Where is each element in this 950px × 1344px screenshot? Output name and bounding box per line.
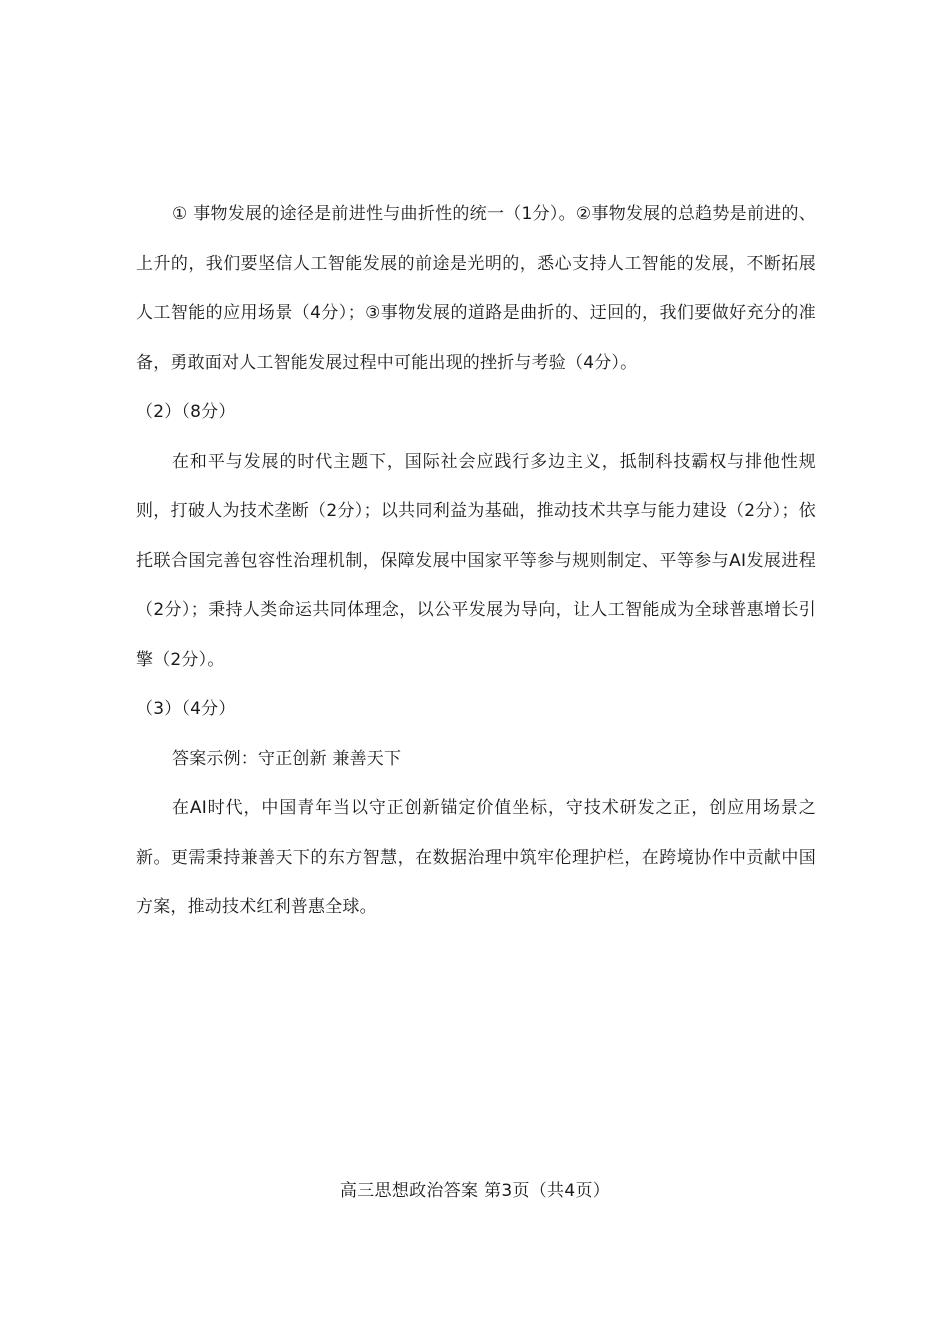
question-3-heading: （3）（4分）	[136, 699, 236, 719]
page-footer: 高三思想政治答案 第3页（共4页）	[339, 1181, 611, 1201]
question-3-example-title: 答案示例：守正创新 兼善天下	[172, 748, 402, 769]
question-3-answer-paragraph: 在AI时代，中国青年当以守正创新锚定价值坐标，守技术研发之正，创应用场景之新。更需秉持兼善天下的东方智慧，在数据治理中筑牢伦理护栏，在跨境协作中贡献中国方案，推动技术红利普惠全球。	[136, 798, 816, 917]
question-2-answer-paragraph: 在和平与发展的时代主题下，国际社会应践行多边主义，抵制科技霸权与排他性规则，打破人为技术垄断（2分）；以共同利益为基础，推动技术共享与能力建设（2分）；依托联合国完善包容性治理机制，保障发展中国家平等参与规则制定、平等参与AI发展进程（2分）；秉持人类命运共同体理念，以公平发展为导向，让人工智能成为全球普惠增长引擎（2分）。	[136, 451, 816, 670]
question-2-heading: （2）（8分）	[136, 402, 236, 422]
answer-content	[136, 190, 816, 933]
part1-answer-paragraph: ① 事物发展的途径是前进性与曲折性的统一（1分）。②事物发展的总趋势是前进的、上升的，我们要坚信人工智能发展的前途是光明的，悉心支持人工智能的发展，不断拓展人工智能的应用场景（4分）；③事物发展的道路是曲折的、迂回的，我们要做好充分的准备，勇敢面对人工智能发展过程中可能出现的挫折与考验（4分）。	[136, 204, 816, 373]
